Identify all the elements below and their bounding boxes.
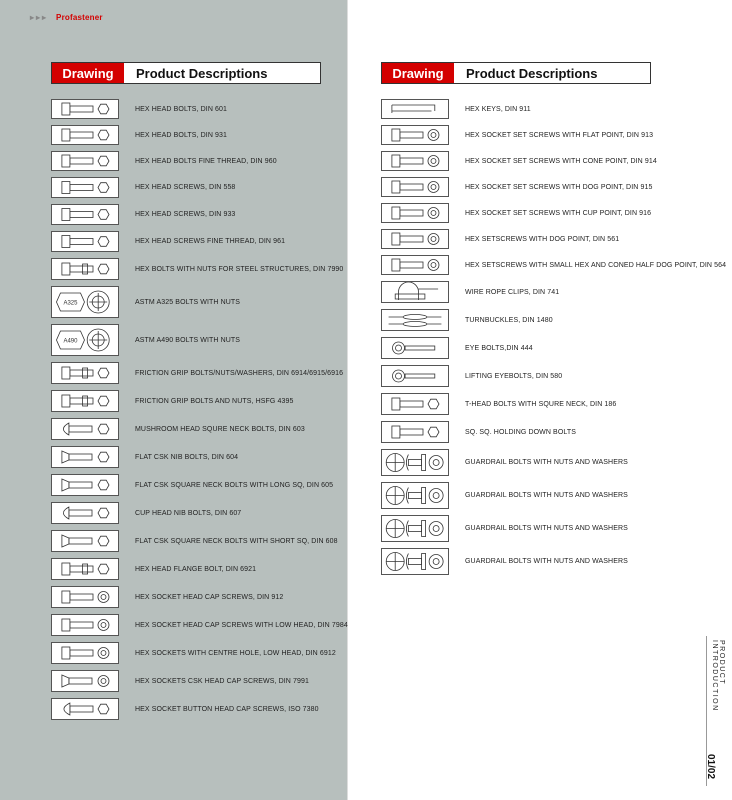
product-description: HEX SOCKETS CSK HEAD CAP SCREWS, DIN 7991 <box>135 677 309 685</box>
product-drawing <box>51 286 119 318</box>
product-description: FRICTION GRIP BOLTS/NUTS/WASHERS, DIN 6914/6915/6916 <box>135 369 344 377</box>
list-item <box>381 99 531 119</box>
product-description: FLAT CSK SQUARE NECK BOLTS WITH SHORT SQ, DIN 608 <box>135 537 338 545</box>
socket-cap-icon <box>52 587 118 607</box>
product-description: FRICTION GRIP BOLTS AND NUTS, HSFG 4395 <box>135 397 294 405</box>
page-divider <box>347 0 348 800</box>
hex-bolt-icon <box>52 126 118 144</box>
list-item <box>51 530 338 552</box>
product-description: HEX SOCKET HEAD CAP SCREWS WITH LOW HEAD, DIN 7984 <box>135 621 348 629</box>
product-description: TURNBUCKLES, DIN 1480 <box>465 316 553 324</box>
product-drawing <box>381 151 449 171</box>
left-header-drawing: Drawing <box>52 63 124 83</box>
product-description: HEX HEAD BOLTS, DIN 601 <box>135 105 228 113</box>
product-description: EYE BOLTS,DIN 444 <box>465 344 533 352</box>
product-drawing <box>51 390 119 412</box>
product-drawing <box>51 642 119 664</box>
product-description: LIFTING EYEBOLTS, DIN 580 <box>465 372 563 380</box>
list-item <box>51 390 293 412</box>
product-drawing <box>381 365 449 387</box>
list-item <box>51 418 305 440</box>
list-item <box>51 286 240 318</box>
list-item <box>51 586 283 608</box>
list-item <box>381 309 553 331</box>
list-item <box>381 515 628 542</box>
right-table-header <box>381 62 651 84</box>
product-drawing <box>381 421 449 443</box>
csk-bolt-icon <box>52 475 118 495</box>
product-description: HEX SOCKET SET SCREWS WITH DOG POINT, DIN 915 <box>465 183 653 191</box>
product-drawing <box>381 177 449 197</box>
list-item <box>51 558 256 580</box>
product-drawing <box>381 449 449 476</box>
brand <box>30 13 103 22</box>
csk-socket-icon <box>52 671 118 691</box>
product-drawing <box>381 393 449 415</box>
setscrew-dog-icon <box>382 256 448 274</box>
product-description: T-HEAD BOLTS WITH SQURE NECK, DIN 186 <box>465 400 617 408</box>
socket-cap-icon <box>52 643 118 663</box>
set-screw-icon <box>382 126 448 144</box>
guardrail-bolt-icon <box>382 450 448 475</box>
guardrail-bolt-icon <box>382 483 448 508</box>
list-item <box>51 204 235 225</box>
product-description: HEX HEAD FLANGE BOLT, DIN 6921 <box>135 565 257 573</box>
sidebar-label: PRODUCT INTRODUCTION <box>711 640 725 712</box>
astm-bolt-icon <box>52 287 118 317</box>
list-item <box>381 203 651 223</box>
list-item <box>381 125 653 145</box>
product-description: WIRE ROPE CLIPS, DIN 741 <box>465 288 560 296</box>
product-drawing <box>51 586 119 608</box>
product-description: GUARDRAIL BOLTS WITH NUTS AND WASHERS <box>465 459 628 466</box>
product-description: HEX SETSCREWS WITH DOG POINT, DIN 561 <box>465 235 620 243</box>
product-drawing <box>51 177 119 198</box>
list-item <box>51 362 343 384</box>
list-item <box>51 231 285 252</box>
product-drawing <box>51 670 119 692</box>
product-drawing <box>51 418 119 440</box>
right-header-description: Product Descriptions <box>466 65 598 81</box>
list-item <box>381 421 576 443</box>
hex-screw-icon <box>52 205 118 224</box>
astm-bolt-icon <box>52 325 118 355</box>
list-item <box>51 99 227 119</box>
list-item <box>381 548 628 575</box>
product-description: MUSHROOM HEAD SQURE NECK BOLTS, DIN 603 <box>135 425 305 433</box>
product-description: HEX SOCKET HEAD CAP SCREWS, DIN 912 <box>135 593 284 601</box>
product-description: HEX HEAD SCREWS, DIN 558 <box>135 184 236 191</box>
guardrail-bolt-icon <box>382 549 448 574</box>
svg-text:A325: A325 <box>63 300 78 307</box>
friction-grip-icon <box>52 363 118 383</box>
list-item <box>51 614 348 636</box>
product-drawing <box>381 229 449 249</box>
list-item <box>381 229 619 249</box>
set-screw-icon <box>382 152 448 170</box>
product-drawing <box>51 502 119 524</box>
product-drawing <box>51 231 119 252</box>
flange-bolt-icon <box>52 559 118 579</box>
product-description: HEX SOCKET SET SCREWS WITH CONE POINT, DIN 914 <box>465 157 657 165</box>
list-item <box>51 642 336 664</box>
list-item <box>51 446 238 468</box>
product-description: HEX KEYS, DIN 911 <box>465 105 531 113</box>
brand-arrows: ▸▸▸ <box>30 13 49 22</box>
product-drawing <box>381 99 449 119</box>
product-drawing <box>381 281 449 303</box>
list-item <box>51 151 277 171</box>
product-drawing <box>381 515 449 542</box>
hex-key-icon <box>382 100 448 118</box>
right-header-drawing: Drawing <box>382 63 454 83</box>
turnbuckle-icon <box>382 310 448 330</box>
product-drawing <box>51 99 119 119</box>
set-screw-icon <box>382 204 448 222</box>
eye-bolt-icon <box>382 338 448 358</box>
product-description: HEX BOLTS WITH NUTS FOR STEEL STRUCTURES, DIN 7990 <box>135 265 344 273</box>
cup-head-icon <box>52 503 118 523</box>
list-item <box>381 337 533 359</box>
product-description: HEX HEAD BOLTS, DIN 931 <box>135 131 228 139</box>
holding-down-bolt-icon <box>382 422 448 442</box>
product-description: CUP HEAD NIB BOLTS, DIN 607 <box>135 509 242 517</box>
product-drawing <box>51 258 119 280</box>
brand-name: Profastener <box>56 13 103 22</box>
product-drawing <box>381 548 449 575</box>
t-head-bolt-icon <box>382 394 448 414</box>
wire-rope-clip-icon <box>382 282 448 302</box>
product-drawing <box>51 474 119 496</box>
product-drawing <box>51 530 119 552</box>
product-drawing <box>381 482 449 509</box>
button-head-icon <box>52 699 118 719</box>
product-description: HEX HEAD SCREWS FINE THREAD, DIN 961 <box>135 238 286 245</box>
product-description: SQ. SQ. HOLDING DOWN BOLTS <box>465 428 576 436</box>
product-description: HEX SETSCREWS WITH SMALL HEX AND CONED HALF DOG POINT, DIN 564 <box>465 261 727 269</box>
guardrail-bolt-icon <box>382 516 448 541</box>
page-number: 01/02 <box>705 754 716 780</box>
list-item <box>51 474 333 496</box>
product-drawing <box>51 324 119 356</box>
product-description: HEX SOCKET BUTTON HEAD CAP SCREWS, ISO 7380 <box>135 705 319 713</box>
product-description: HEX SOCKET SET SCREWS WITH CUP POINT, DIN 916 <box>465 209 652 217</box>
product-description: HEX HEAD SCREWS, DIN 933 <box>135 211 236 218</box>
product-drawing <box>381 125 449 145</box>
product-drawing <box>51 204 119 225</box>
product-description: HEX SOCKETS WITH CENTRE HOLE, LOW HEAD, DIN 6912 <box>135 649 336 657</box>
list-item <box>381 449 628 476</box>
product-drawing <box>381 255 449 275</box>
product-drawing <box>51 125 119 145</box>
product-description: FLAT CSK NIB BOLTS, DIN 604 <box>135 453 239 461</box>
hex-screw-icon <box>52 178 118 197</box>
product-description: HEX HEAD BOLTS FINE THREAD, DIN 960 <box>135 157 277 165</box>
product-drawing <box>51 558 119 580</box>
list-item <box>51 258 343 280</box>
product-drawing <box>51 446 119 468</box>
csk-bolt-icon <box>52 531 118 551</box>
socket-cap-icon <box>52 615 118 635</box>
list-item <box>51 324 240 356</box>
list-item <box>381 255 726 275</box>
product-description: ASTM A490 BOLTS WITH NUTS <box>135 336 241 344</box>
hex-bolt-icon <box>52 100 118 118</box>
friction-grip-icon <box>52 391 118 411</box>
product-drawing <box>381 309 449 331</box>
list-item <box>381 393 616 415</box>
left-table-header <box>51 62 321 84</box>
product-description: GUARDRAIL BOLTS WITH NUTS AND WASHERS <box>465 492 628 499</box>
hex-bolt-nut-icon <box>52 259 118 279</box>
list-item <box>51 177 235 198</box>
list-item <box>51 698 319 720</box>
product-drawing <box>51 614 119 636</box>
product-description: FLAT CSK SQUARE NECK BOLTS WITH LONG SQ, DIN 605 <box>135 481 334 489</box>
setscrew-dog-icon <box>382 230 448 248</box>
product-description: ASTM A325 BOLTS WITH NUTS <box>135 298 241 306</box>
list-item <box>381 482 628 509</box>
hex-screw-icon <box>52 232 118 251</box>
list-item <box>381 151 657 171</box>
mushroom-bolt-icon <box>52 419 118 439</box>
product-description: HEX SOCKET SET SCREWS WITH FLAT POINT, DIN 913 <box>465 131 654 139</box>
product-drawing <box>51 151 119 171</box>
left-header-description: Product Descriptions <box>136 65 268 81</box>
list-item <box>381 365 562 387</box>
list-item <box>381 177 652 197</box>
product-drawing <box>381 337 449 359</box>
product-description: GUARDRAIL BOLTS WITH NUTS AND WASHERS <box>465 558 628 565</box>
product-drawing <box>51 698 119 720</box>
lifting-eyebolt-icon <box>382 366 448 386</box>
list-item <box>381 281 559 303</box>
hex-bolt-icon <box>52 152 118 170</box>
csk-bolt-icon <box>52 447 118 467</box>
list-item <box>51 125 227 145</box>
product-description: GUARDRAIL BOLTS WITH NUTS AND WASHERS <box>465 525 628 532</box>
list-item <box>51 670 309 692</box>
list-item <box>51 502 241 524</box>
product-drawing <box>381 203 449 223</box>
product-drawing <box>51 362 119 384</box>
svg-text:A490: A490 <box>63 338 78 345</box>
set-screw-icon <box>382 178 448 196</box>
